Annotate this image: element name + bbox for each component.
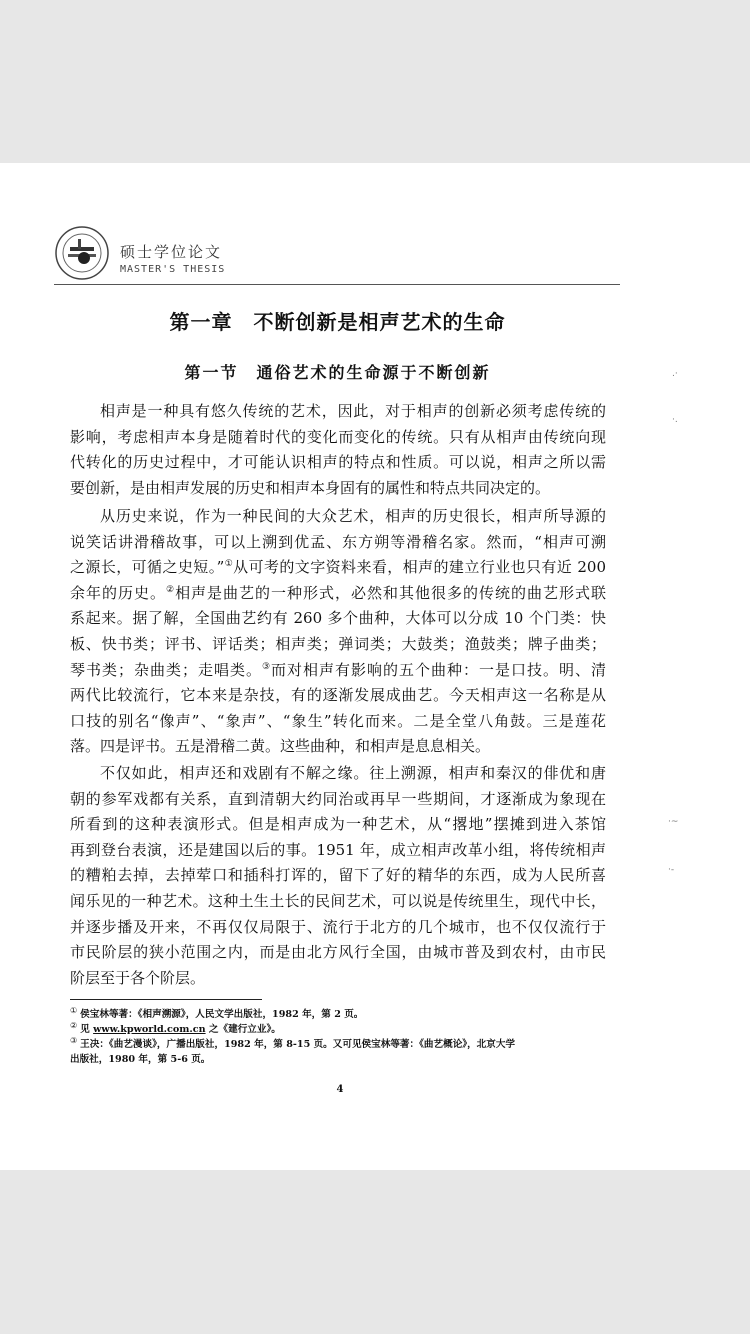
thesis-header xyxy=(54,225,620,287)
paragraph-line: 所看到的这种表演形式。但是相声成为一种艺术，从“撂地”摆摊到进入茶馆 xyxy=(70,815,606,834)
paragraph-2 xyxy=(70,504,606,760)
footnote-text: 侯宝林等著：《相声溯源》，人民文学出版社，1982 年，第 2 页。 xyxy=(80,1009,364,1020)
footnote-ref-2[interactable]: ② xyxy=(165,584,176,595)
footnote-mark: ② xyxy=(70,1022,78,1030)
footnote-link[interactable]: www.kpworld.com.cn xyxy=(93,1024,206,1035)
line-text: 而对相声有影响的五个曲种：一是口技。明、清 xyxy=(271,660,606,679)
scan-speck: ·. xyxy=(672,415,678,425)
header-title-cn: 硕士学位论文 xyxy=(120,243,223,261)
section-title: 第一节 通俗艺术的生命源于不断创新 xyxy=(184,363,491,382)
paragraph-line: 并逐步播及开来，不再仅仅局限于、流行于北方的几个城市，也不仅仅流行于 xyxy=(70,917,606,936)
paragraph-line xyxy=(70,658,606,684)
paragraph-line: 的糟粕去掉，去掉荤口和插科打诨的，留下了好的精华的东西，成为人民所喜 xyxy=(70,866,606,885)
page-number: 4 xyxy=(336,1084,344,1095)
footnotes xyxy=(70,1007,610,1067)
university-seal-icon xyxy=(54,225,110,281)
paragraph-line: 闻乐见的一种艺术。这种土生土长的民间艺术，可以说是传统里生，现代中长， xyxy=(70,891,606,910)
paragraph-line: 系起来。据了解，全国曲艺约有 260 多个曲种，大体可以分成 10 个门类：快 xyxy=(70,609,606,628)
footnote-mark: ③ xyxy=(70,1037,78,1045)
footnote-separator xyxy=(70,999,262,1000)
header-rule xyxy=(54,284,620,285)
footnote-3-continued: 出版社，1980 年，第 5-6 页。 xyxy=(70,1054,211,1065)
paragraph-line: 代转化的历史过程中，才可能认识相声的特点和性质。可以说，相声之所以需 xyxy=(70,453,606,472)
paragraph-3 xyxy=(70,761,606,991)
document-page xyxy=(0,163,750,1170)
paragraph-line: 口技的别名“像声”、“象声”、“象生”转化而来。二是全堂八角鼓。三是莲花 xyxy=(70,711,606,730)
footnote-ref-3[interactable]: ③ xyxy=(261,661,272,672)
scan-speck: ·- xyxy=(668,865,675,875)
scan-speck: .· xyxy=(672,369,678,379)
footnote-text: 见 xyxy=(80,1024,94,1035)
paragraph-line: 两代比较流行，它本来是杂技，有的逐渐发展成曲艺。今天相声这一名称是从 xyxy=(70,686,606,705)
paragraph-1 xyxy=(70,399,606,501)
paragraph-line: 要创新，是由相声发展的历史和相声本身固有的属性和特点共同决定的。 xyxy=(70,478,551,497)
paragraph-line: 阶层至于各个阶层。 xyxy=(70,968,206,987)
footnote-2 xyxy=(70,1022,610,1037)
chapter-title: 第一章 不断创新是相声艺术的生命 xyxy=(169,310,506,334)
paragraph-line: 朝的参军戏都有关系，直到清朝大约同治或再早一些期间，才逐渐成为象现在 xyxy=(70,789,606,808)
footnote-1 xyxy=(70,1007,610,1022)
footnote-3 xyxy=(70,1037,610,1052)
line-text: 从可考的文字资料来看，相声的建立行业也只有近 200 xyxy=(233,558,606,577)
footnote-text: 王决：《曲艺漫谈》，广播出版社，1982 年，第 8-15 页。又可见侯宝林等著：《曲艺概论》，北京大学 xyxy=(80,1039,516,1050)
paragraph-line: 说笑话讲滑稽故事，可以上溯到优孟、东方朔等滑稽名家。然而，“相声可溯 xyxy=(70,532,606,551)
paragraph-line: 从历史来说，作为一种民间的大众艺术，相声的历史很长，相声所导源的 xyxy=(100,507,606,525)
line-text: 琴书类；杂曲类；走唱类。 xyxy=(70,660,262,679)
scan-speck: ·~ xyxy=(668,817,679,827)
line-text: 之源长，可循之史短。” xyxy=(70,558,225,577)
footnote-text: 之《建行立业》。 xyxy=(205,1024,281,1035)
paragraph-line: 影响，考虑相声本身是随着时代的变化而变化的传统。只有从相声由传统向现 xyxy=(70,427,606,446)
paragraph-line xyxy=(70,581,606,607)
paragraph-line: 板、快书类；评书、评话类；相声类；弹词类；大鼓类；渔鼓类；牌子曲类； xyxy=(70,634,606,653)
footnote-ref-1[interactable]: ① xyxy=(224,559,234,570)
paragraph-line: 落。四是评书。五是滑稽二黄。这些曲种，和相声是息息相关。 xyxy=(70,737,491,756)
paragraph-line: 市民阶层的狭小范围之内，而是由北方风行全国，由城市普及到农村，由市民 xyxy=(70,943,606,962)
line-text: 余年的历史。 xyxy=(70,583,166,602)
footnote-mark: ① xyxy=(70,1007,78,1015)
header-title-en: MASTER'S THESIS xyxy=(120,264,226,275)
line-text: 相声是曲艺的一种形式，必然和其他很多的传统的曲艺形式联 xyxy=(175,583,606,602)
paragraph-line: 再到登台表演，还是建国以后的事。1951 年，成立相声改革小组，将传统相声 xyxy=(70,840,606,859)
paragraph-line: 相声是一种具有悠久传统的艺术，因此，对于相声的创新必须考虑传统的 xyxy=(100,402,606,420)
paragraph-line xyxy=(70,555,606,581)
paragraph-line: 不仅如此，相声还和戏剧有不解之缘。往上溯源，相声和秦汉的俳优和唐 xyxy=(100,764,606,782)
